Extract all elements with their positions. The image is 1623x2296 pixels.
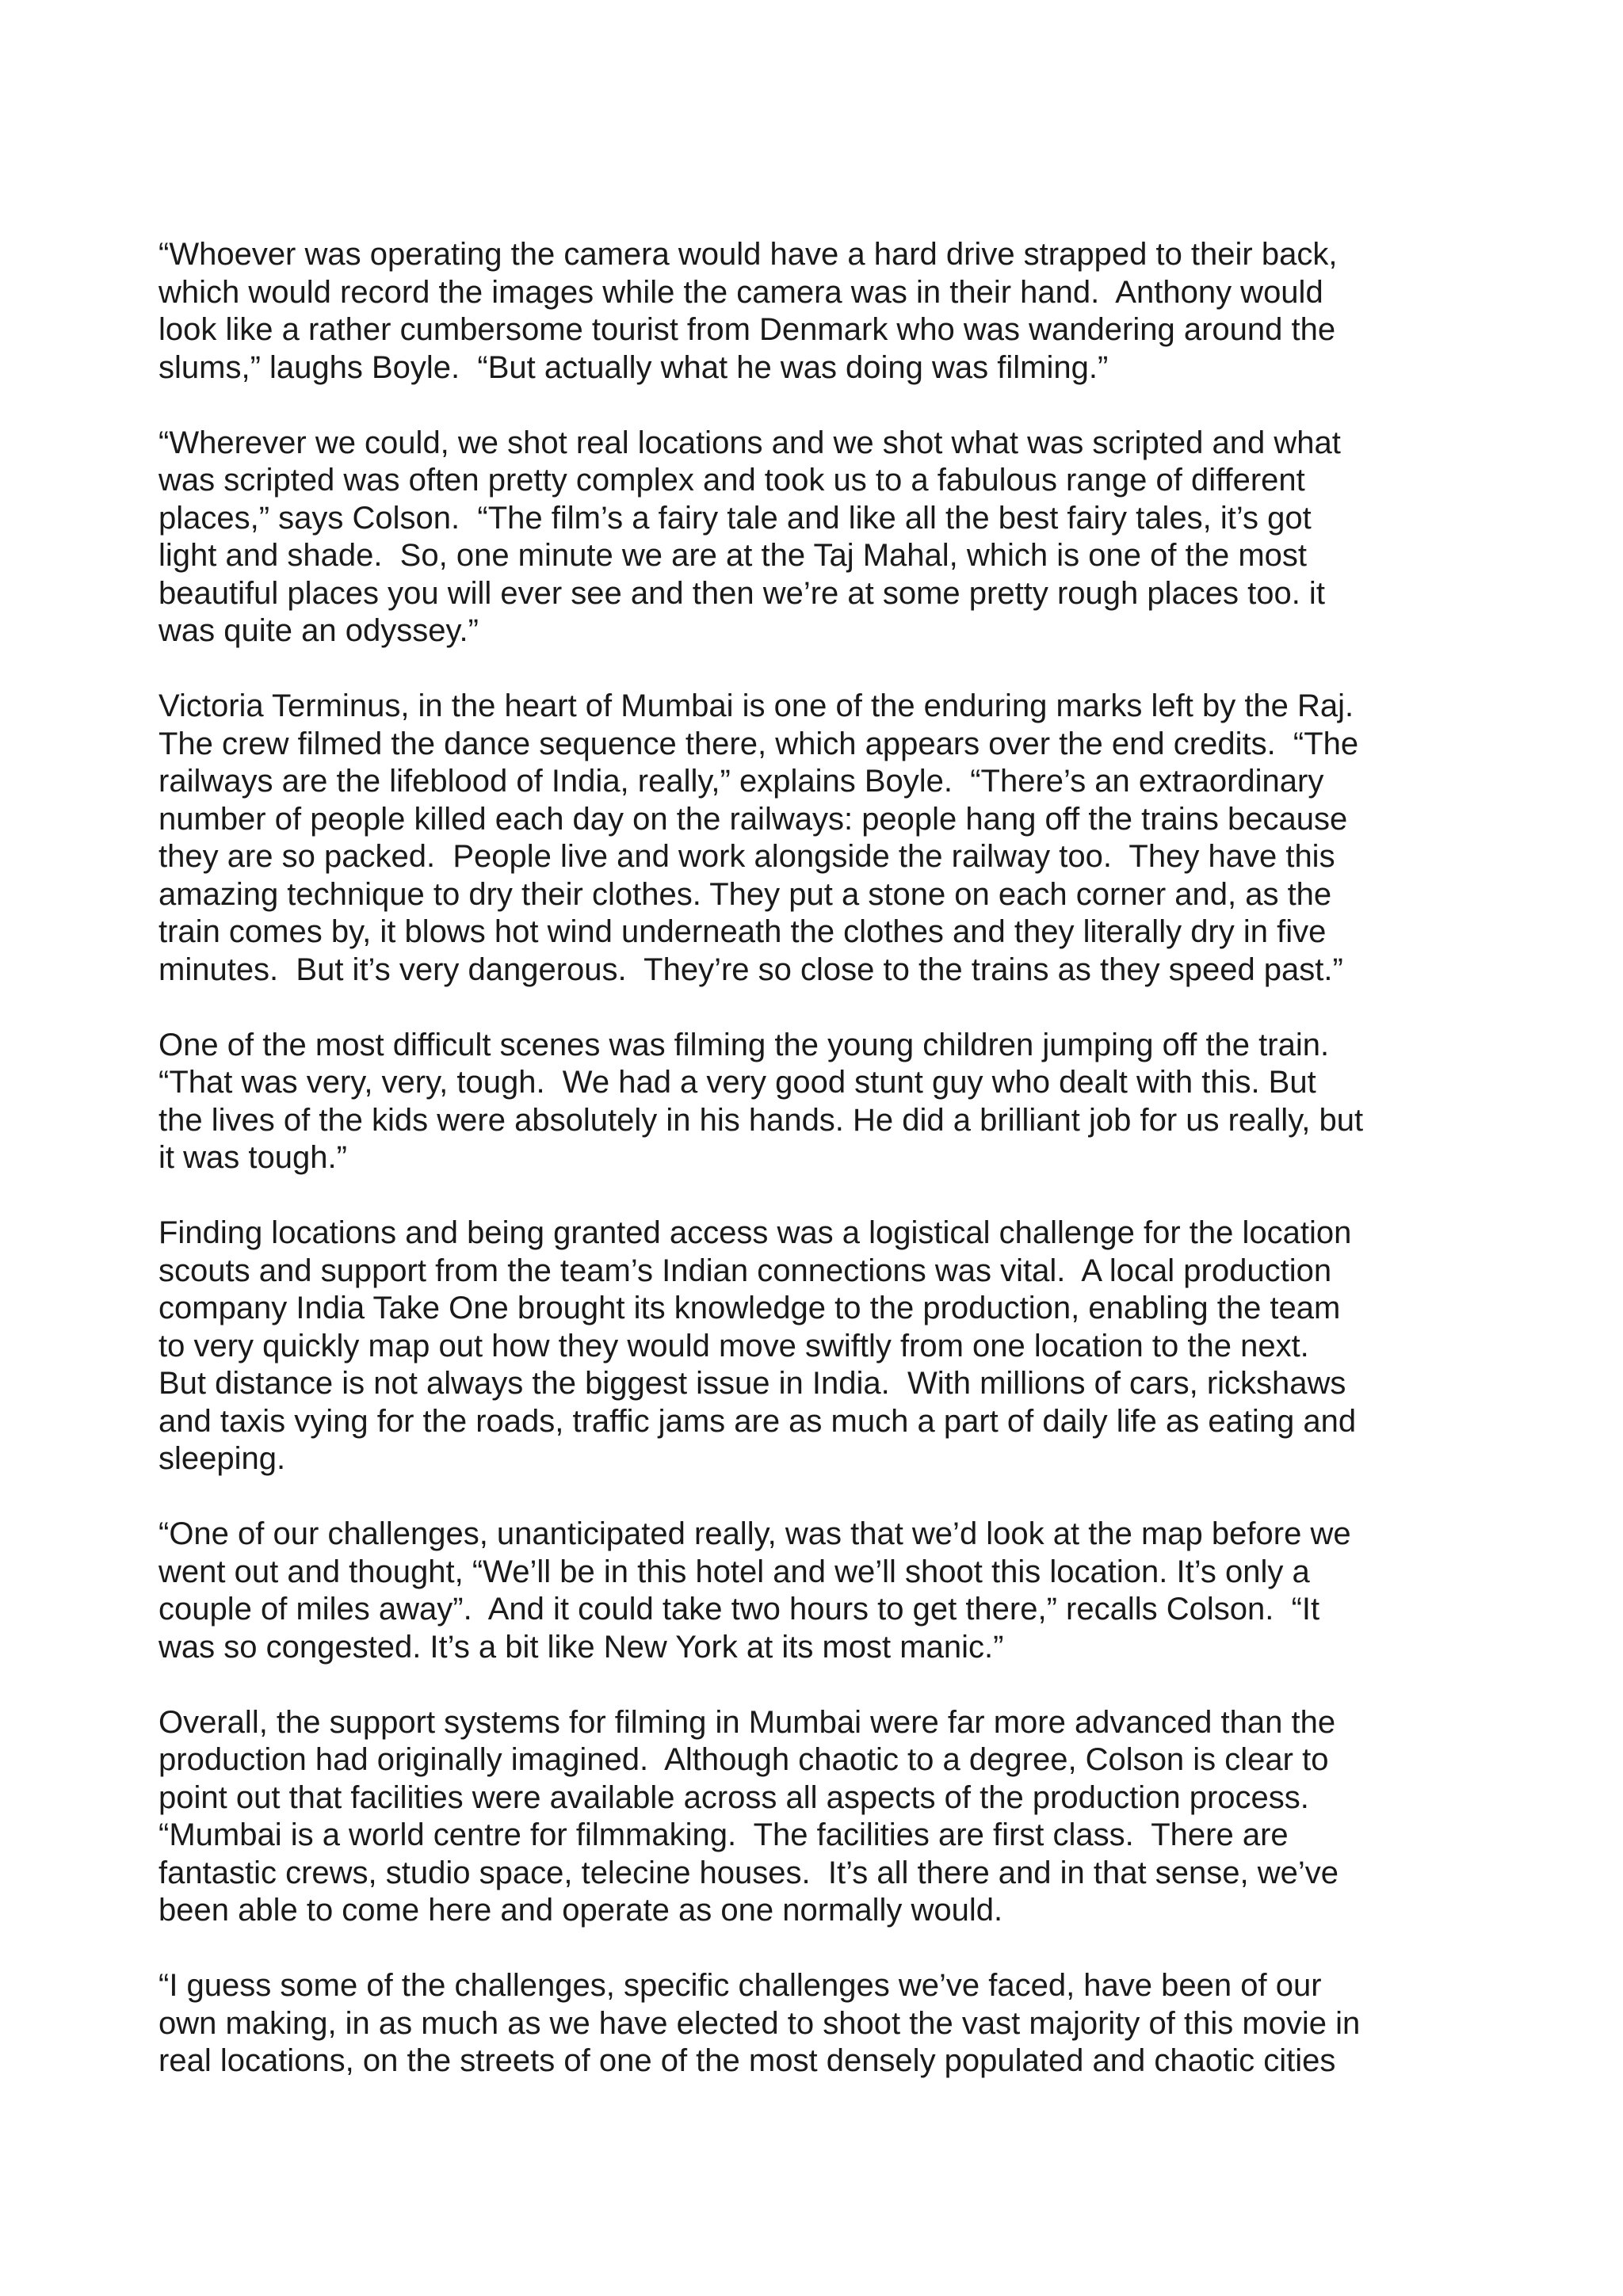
text-line: it was tough.” <box>158 1140 347 1175</box>
text-line: scouts and support from the team’s Indian connections was vital. A local production <box>158 1253 1332 1288</box>
paragraph <box>158 236 1426 387</box>
text-line: been able to come here and operate as one normally would. <box>158 1893 1003 1928</box>
text-line: “Wherever we could, we shot real locations and we shot what was scripted and what <box>158 425 1341 460</box>
text-line: and taxis vying for the roads, traffic jams are as much a part of daily life as eating and <box>158 1403 1357 1439</box>
text-line: “Whoever was operating the camera would have a hard drive strapped to their back, <box>158 237 1338 272</box>
text-line: the lives of the kids were absolutely in his hands. He did a brilliant job for us really, but <box>158 1102 1364 1138</box>
text-line: But distance is not always the biggest issue in India. With millions of cars, rickshaws <box>158 1366 1346 1401</box>
text-line: “That was very, very, tough. We had a very good stunt guy who dealt with this. But <box>158 1065 1316 1100</box>
text-line: Finding locations and being granted access was a logistical challenge for the location <box>158 1215 1352 1250</box>
text-line: was so congested. It’s a bit like New York at its most manic.” <box>158 1629 1004 1665</box>
text-line: went out and thought, “We’ll be in this hotel and we’ll shoot this location. It’s only a <box>158 1554 1310 1589</box>
text-line: they are so packed. People live and work alongside the railway too. They have this <box>158 839 1335 874</box>
text-line: production had originally imagined. Although chaotic to a degree, Colson is clear to <box>158 1742 1329 1777</box>
text-line: was scripted was often pretty complex and took us to a fabulous range of different <box>158 463 1305 498</box>
text-line: train comes by, it blows hot wind underneath the clothes and they literally dry in five <box>158 914 1327 949</box>
text-line: amazing technique to dry their clothes. They put a stone on each corner and, as the <box>158 876 1332 912</box>
text-line: Victoria Terminus, in the heart of Mumbai is one of the enduring marks left by the Raj. <box>158 688 1354 723</box>
text-line: One of the most difficult scenes was filming the young children jumping off the train. <box>158 1027 1330 1062</box>
text-line: was quite an odyssey.” <box>158 613 479 648</box>
text-line: places,” says Colson. “The film’s a fairy tale and like all the best fairy tales, it’s got <box>158 500 1312 536</box>
paragraph <box>158 1516 1426 1666</box>
text-line: “One of our challenges, unanticipated really, was that we’d look at the map before we <box>158 1516 1351 1551</box>
text-line: light and shade. So, one minute we are at the Taj Mahal, which is one of the most <box>158 538 1308 573</box>
paragraph <box>158 425 1426 650</box>
text-line: real locations, on the streets of one of the most densely populated and chaotic cities <box>158 2043 1336 2078</box>
text-line: to very quickly map out how they would move swiftly from one location to the next. <box>158 1328 1309 1363</box>
text-line: which would record the images while the camera was in their hand. Anthony would <box>158 274 1323 310</box>
document-body <box>158 236 1426 2118</box>
paragraph <box>158 1704 1426 1930</box>
text-line: “I guess some of the challenges, specific challenges we’ve faced, have been of our <box>158 1968 1322 2003</box>
text-line: minutes. But it’s very dangerous. They’re so close to the trains as they speed past.” <box>158 952 1343 987</box>
paragraph <box>158 1215 1426 1478</box>
text-line: slums,” laughs Boyle. “But actually what he was doing was filming.” <box>158 349 1109 385</box>
text-line: sleeping. <box>158 1441 286 1476</box>
paragraph <box>158 688 1426 989</box>
text-line: Overall, the support systems for filming in Mumbai were far more advanced than the <box>158 1704 1336 1740</box>
text-line: look like a rather cumbersome tourist from Denmark who was wandering around the <box>158 312 1336 347</box>
text-line: own making, in as much as we have elected to shoot the vast majority of this movie in <box>158 2005 1361 2041</box>
paragraph <box>158 1027 1426 1177</box>
text-line: beautiful places you will ever see and then we’re at some pretty rough places too. it <box>158 575 1325 611</box>
text-line: company India Take One brought its knowledge to the production, enabling the team <box>158 1291 1341 1325</box>
text-line: couple of miles away”. And it could take two hours to get there,” recalls Colson. “It <box>158 1592 1320 1627</box>
text-line: number of people killed each day on the railways: people hang off the trains because <box>158 801 1348 837</box>
text-line: railways are the lifeblood of India, really,” explains Boyle. “There’s an extraordinary <box>158 764 1324 799</box>
text-line: The crew filmed the dance sequence there, which appears over the end credits. “The <box>158 726 1359 761</box>
text-line: fantastic crews, studio space, telecine houses. It’s all there and in that sense, we’ve <box>158 1855 1338 1890</box>
text-line: “Mumbai is a world centre for filmmaking. The facilities are first class. There are <box>158 1817 1289 1852</box>
text-line: point out that facilities were available across all aspects of the production process. <box>158 1779 1309 1815</box>
paragraph <box>158 1967 1426 2081</box>
